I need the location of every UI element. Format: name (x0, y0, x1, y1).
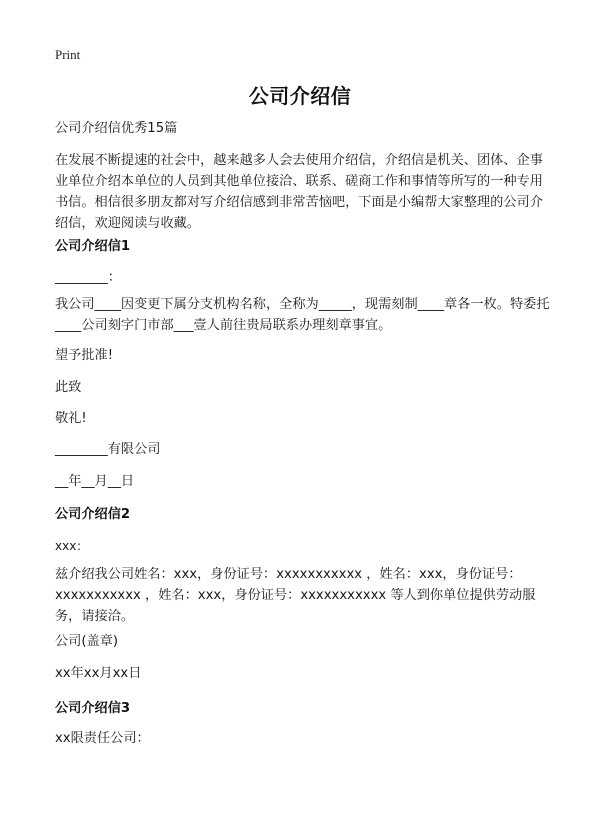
company-signature-line: ________有限公司 (55, 442, 161, 457)
recipient-line: xx限责任公司： (55, 731, 150, 746)
salutation-line: 敬礼! (55, 411, 87, 426)
letter-body-paragraph: 我公司____因变更下属分支机构名称，全称为_____，现需刻制____章各一枚。特委托____公司刻字门市部___壹人前往贵局联系办理刻章事宜。 (55, 297, 550, 333)
section-heading-1: 公司介绍信1 (55, 239, 131, 254)
document-title: 公司介绍信 (248, 84, 352, 108)
recipient-line: xxx： (55, 539, 89, 553)
letter-body-paragraph: 兹介绍我公司姓名：xxx，身份证号：xxxxxxxxxxx ，姓名：xxx，身份证号：xxxxxxxxxxx ，姓名：xxx，身份证号：xxxxxxxxxxx 等人到你单位提供劳动服务，请接洽。 (55, 567, 536, 624)
section-heading-3: 公司介绍信3 (55, 701, 131, 716)
section-heading-2: 公司介绍信2 (55, 507, 131, 522)
intro-paragraph: 在发展不断提速的社会中，越来越多人会去使用介绍信，介绍信是机关、团体、企事业单位介绍本单位的人员到其他单位接洽、联系、磋商工作和事情等所写的一种专用书信。相信很多朋友都对写介绍信感到非常苦恼吧，下面是小编帮大家整理的公司介绍信，欢迎阅读与收藏。 (55, 153, 543, 231)
date-line: xx年xx月xx日 (55, 666, 142, 681)
date-line: __年__月__日 (55, 474, 135, 489)
closing-line: 此致 (55, 380, 82, 395)
recipient-line: ________： (55, 270, 121, 285)
company-seal-line: 公司(盖章) (55, 634, 119, 649)
request-line: 望予批准! (55, 348, 114, 363)
document-subtitle: 公司介绍信优秀15篇 (55, 121, 178, 136)
print-label: Print (55, 47, 81, 62)
